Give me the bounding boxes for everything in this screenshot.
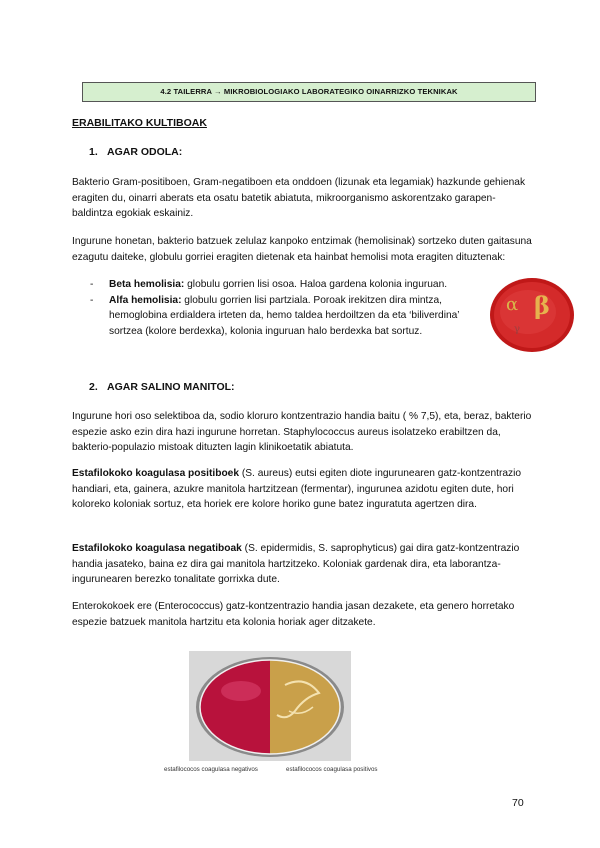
enterococcus-paragraph: Enterokokoek ere (Enterococcus) gatz-kontzentrazio handia jasan dezakete, eta genero horretako espezie batzuek manitola hartzitu eta kolonia horiak ager ditzakete. [72, 601, 515, 628]
term-negative: Estafilokoko koagulasa negatiboak [72, 543, 242, 554]
mannitol-salt-plate-image [189, 651, 351, 761]
heading-number: 1. [89, 146, 98, 158]
coagulase-negative-paragraph [72, 541, 532, 588]
heading-agar-odola [89, 146, 182, 158]
svg-text:γ: γ [514, 324, 520, 335]
paragraph-text: (S. aureus) eutsi egiten diote ingurunearen gatz-kontzentrazio handiari, eta, gainera, azukre manitola hartzitzean (fermentar), ingurunea azidotu egiten dute, hori koloreko koloniak sortuz, eta horiek ere kolore horiko gune batez inguratuta agertzen dira. [72, 468, 522, 511]
coagulase-positive-paragraph [72, 466, 532, 513]
agar-odola-hemolysis: Ingurune honetan, bakterio batzuek zelulaz kanpoko entzimak (hemolisinak) sortzeko duten gaitasuna ezagutu daiteke, globulu gorriei eragiten dietenak eta hainbat hemolisi mota eragiten dituztenak: [72, 236, 532, 263]
heading-text: AGAR ODOLA: [107, 146, 183, 158]
bullet-dash: - [90, 279, 94, 290]
figure-caption-positive: estafilococos coagulasa positivos [286, 766, 378, 773]
agar-odola-intro: Bakterio Gram-positiboen, Gram-negatiboen eta onddoen (lizunak eta legamiak) hazkunde gehienak eragiten du, oinarri aberats eta osatu batetik abiatuta, mikroorganismo askorentzako garapen-baldintza egokiak eskainiz. [72, 177, 526, 220]
bullet-term: Beta hemolisia: [109, 279, 185, 290]
paragraph-text: (S. epidermidis, S. saprophyticus) gai dira gatz-kontzentrazio handia jasateko, baina ez dira gai manitola hartzitzeko. Koloniak gardenak dira, eta laborantza-ingurunearen berezko tonalitate gorrixka dute. [72, 543, 520, 586]
bullet-text: globulu gorrien lisi osoa. Haloa gardena kolonia inguruan. [184, 279, 448, 290]
figure-caption-negative: estafilococos coagulasa negativos [164, 766, 258, 773]
list-item-beta [90, 277, 470, 293]
blood-agar-plate-image [488, 276, 576, 354]
hemolysis-list [90, 277, 470, 339]
svg-text:β: β [534, 291, 550, 320]
svg-text:α: α [506, 294, 519, 315]
bullet-dash: - [90, 294, 94, 306]
heading-number: 2. [89, 381, 98, 393]
agar-salino-intro: Ingurune hori oso selektiboa da, sodio kloruro kontzentrazio handia baitu ( % 7,5), eta, beraz, bakterio espezie asko ezin dira hazi ingurune horretan. Staphylococcus aureus isolatzeko erabiltzen da, bakterio-populazio mistoak dituzten lagin klinikoetatik abiatuta. [72, 411, 532, 454]
section-title: ERABILITAKO KULTIBOAK [72, 117, 207, 129]
heading-agar-salino [89, 381, 235, 393]
bullet-term: Alfa hemolisia: [109, 294, 182, 306]
bullet-text: globulu gorrien lisi partziala. Poroak irekitzen dira mintza, hemoglobina erdialdera irteten da, hemo taldea herdoiltzen da eta ‘biliverdina’ sortzea (kolore berdexka), kolonia inguruan halo berdexka bat sortuz. [109, 294, 460, 337]
workshop-header: 4.2 TAILERRA → MIKROBIOLOGIAKO LABORATEGIKO OINARRIZKO TEKNIKAK [82, 82, 536, 102]
list-item-alfa [90, 293, 470, 340]
page-number: 70 [512, 797, 524, 809]
heading-text: AGAR SALINO MANITOL: [107, 381, 235, 393]
term-positive: Estafilokoko koagulasa positiboek [72, 468, 240, 479]
